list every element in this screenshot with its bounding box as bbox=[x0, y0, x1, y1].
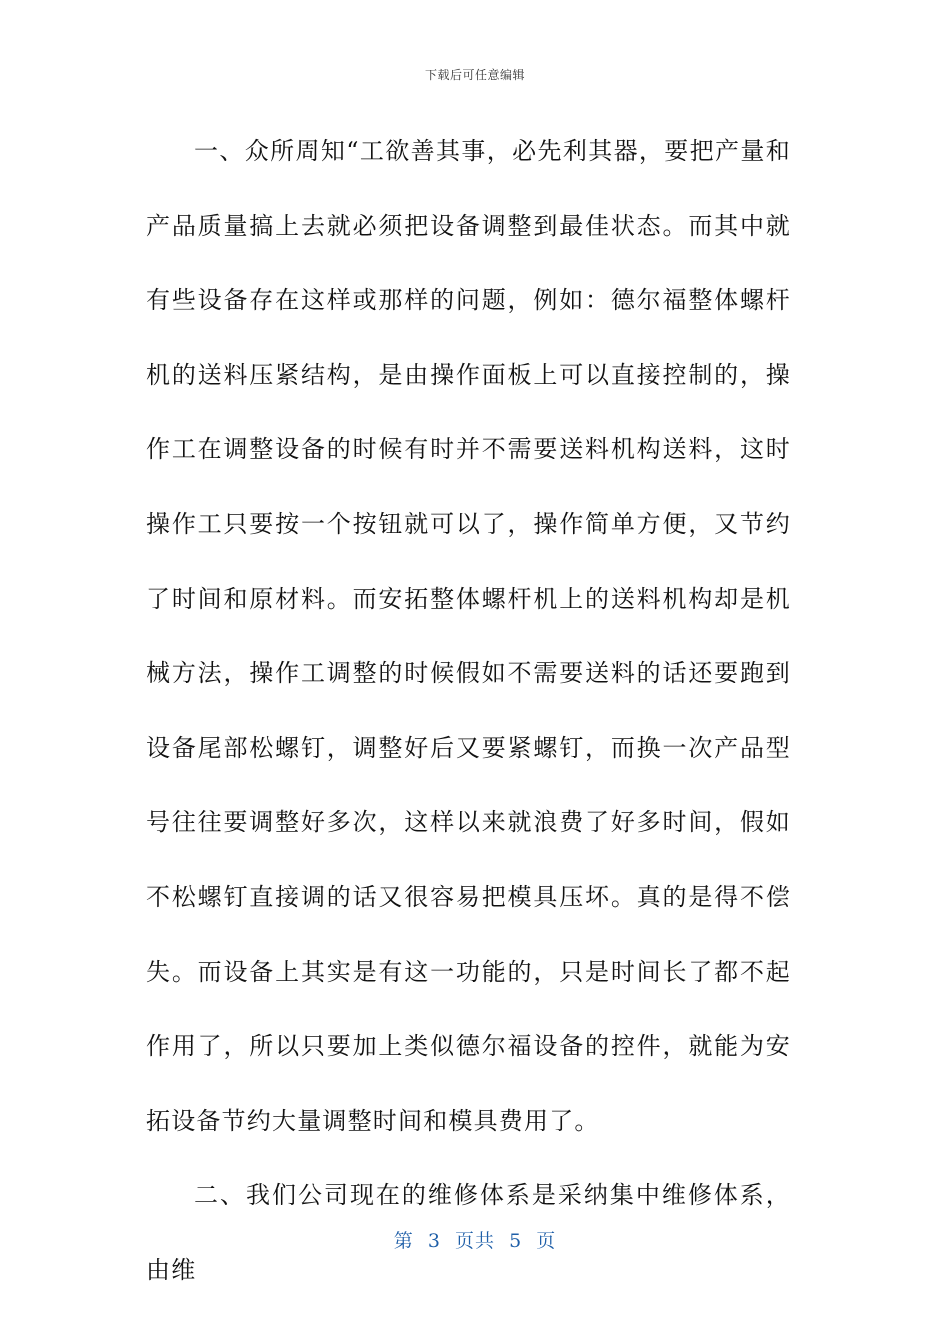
page-header: 下载后可任意编辑 bbox=[424, 68, 525, 82]
paragraph-1: 一、众所周知“工欲善其事，必先利其器，要把产量和产品质量搞上去就必须把设备调整到最佳状态。而其中就有些设备存在这样或那样的问题，例如：德尔福整体螺杆机的送料压紧结构，是由操作面板上可以直接控制的，操作工在调整设备的时候有时并不需要送料机构送料，这时操作工只要按一个按钮就可以了，操作简单方便，又节约了时间和原材料。而安拓整体螺杆机上的送料机构却是机械方法，操作工调整的时候假如不需要送料的话还要跑到设备尾部松螺钉，调整好后又要紧螺钉，而换一次产品型号往往要调整好多次，这样以来就浪费了好多时间，假如不松螺钉直接调的话又很容易把模具压坏。真的是得不偿失。而设备上其实是有这一功能的，只是时间长了都不起作用了，所以只要加上类似德尔福设备的控件，就能为安拓设备节约大量调整时间和模具费用了。 bbox=[146, 137, 791, 1135]
paragraph-2: 二、我们公司现在的维修体系是采纳集中维修体系，由维 bbox=[146, 1181, 791, 1284]
document-body bbox=[146, 114, 791, 1308]
page-number-footer: 第 3 页共 5 页 bbox=[393, 1230, 557, 1252]
